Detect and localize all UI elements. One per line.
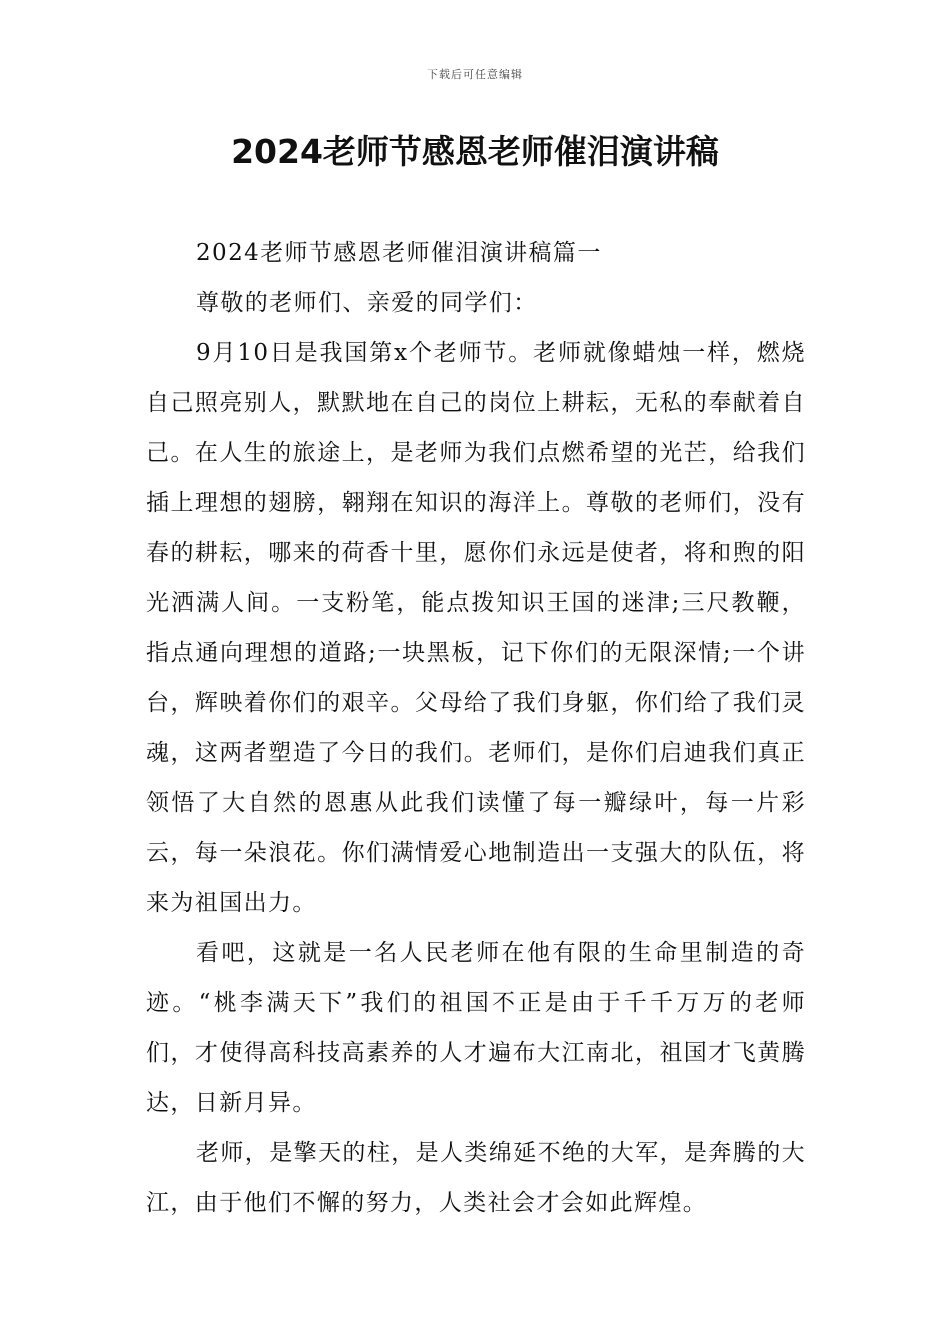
document-title: 2024老师节感恩老师催泪演讲稿 [231,132,719,171]
document-body [146,228,806,1228]
salutation-paragraph: 尊敬的老师们、亲爱的同学们： [196,290,538,316]
body-paragraph: 老师，是擎天的柱，是人类绵延不绝的大军，是奔腾的大江，由于他们不懈的努力，人类社会才会如此辉煌。 [146,1140,806,1216]
body-paragraph: 9月10日是我国第x个老师节。老师就像蜡烛一样，燃烧自己照亮别人，默默地在自己的岗位上耕耘，无私的奉献着自己。在人生的旅途上，是老师为我们点燃希望的光芒，给我们插上理想的翅膀，翱翔在知识的海洋上。尊敬的老师们，没有春的耕耘，哪来的荷香十里，愿你们永远是使者，将和煦的阳光洒满人间。一支粉笔，能点拨知识王国的迷津;三尺教鞭，指点通向理想的道路;一块黑板，记下你们的无限深情;一个讲台，辉映着你们的艰辛。父母给了我们身躯，你们给了我们灵魂，这两者塑造了今日的我们。老师们，是你们启迪我们真正领悟了大自然的恩惠从此我们读懂了每一瓣绿叶，每一片彩云，每一朵浪花。你们满情爱心地制造出一支强大的队伍，将来为祖国出力。 [146,340,806,916]
header-note: 下载后可任意编辑 [427,68,523,81]
body-paragraph: 看吧，这就是一名人民老师在他有限的生命里制造的奇迹。“桃李满天下”我们的祖国不正是由于千千万万的老师们，才使得高科技高素养的人才遍布大江南北，祖国才飞黄腾达，日新月异。 [146,940,806,1116]
subtitle-paragraph: 2024老师节感恩老师催泪演讲稿篇一 [196,240,602,266]
